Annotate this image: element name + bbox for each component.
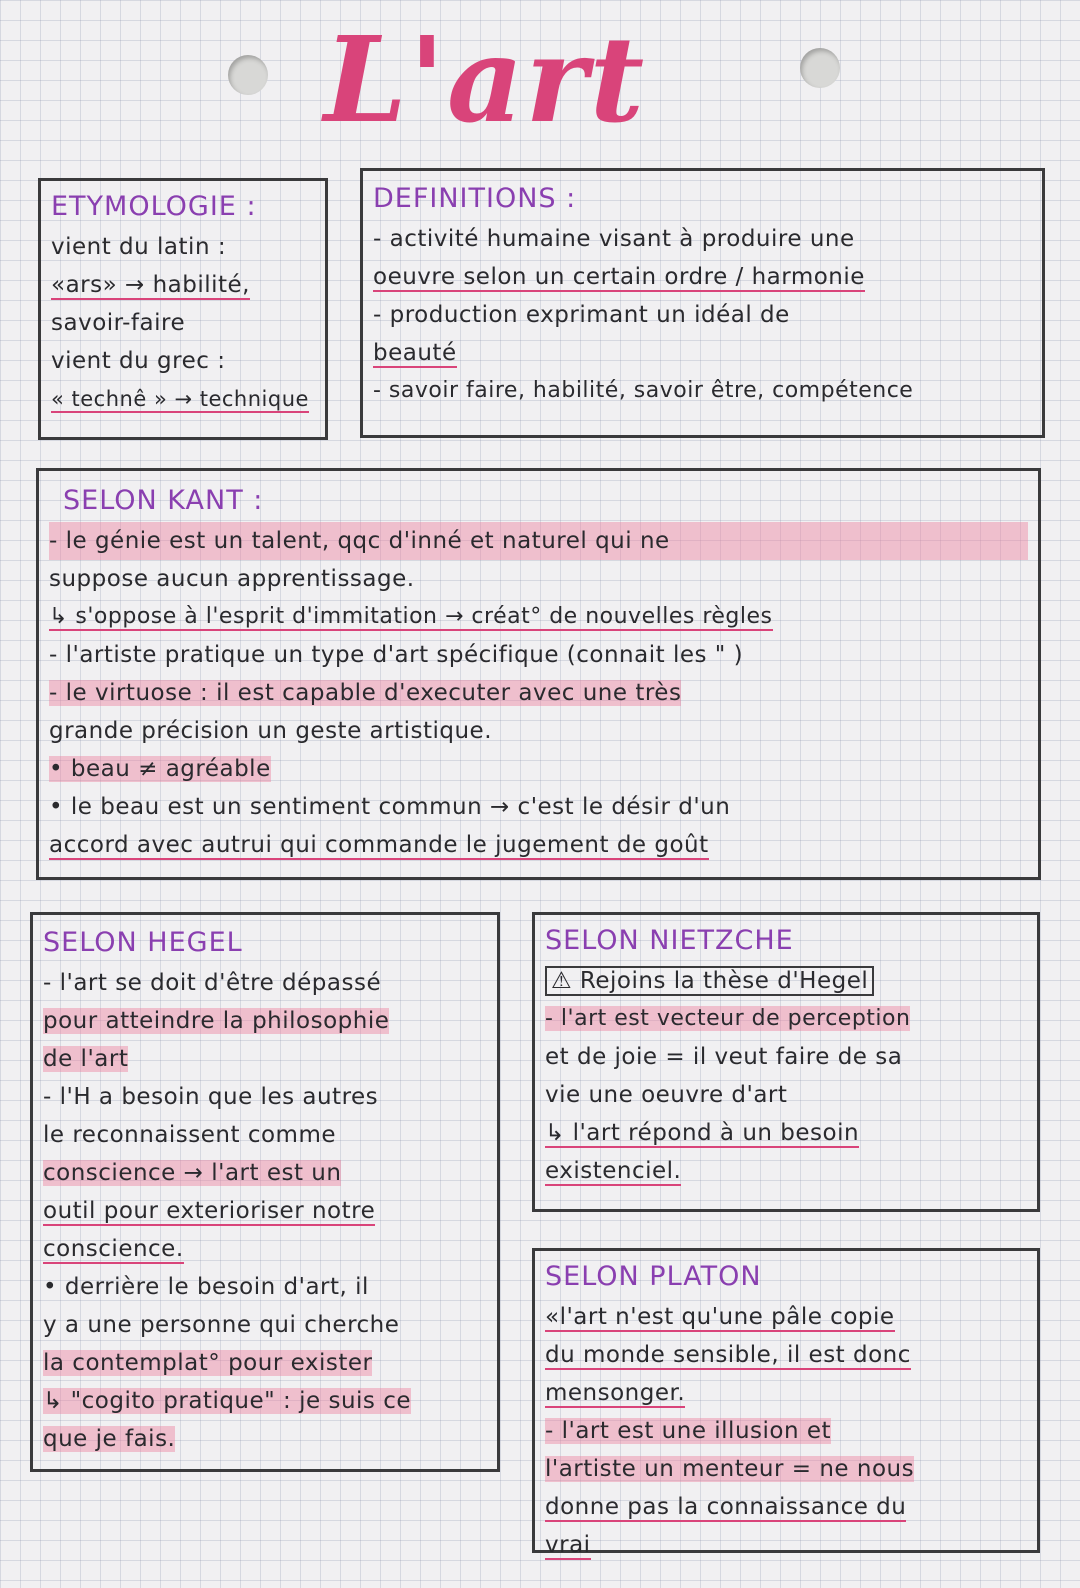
hegel-line: outil pour exterioriser notre [43, 1198, 376, 1224]
hegel-line: de l'art [43, 1046, 129, 1072]
platon-line: - l'art est une illusion et [545, 1418, 832, 1444]
etymologie-line: savoir-faire [51, 310, 186, 336]
etymologie-line: « technê » → technique [51, 387, 309, 411]
definitions-box [360, 168, 1045, 438]
nietzsche-line: - l'art est vecteur de perception [545, 1006, 911, 1031]
etymologie-line: vient du grec : [51, 348, 226, 374]
kant-box [36, 468, 1041, 880]
hegel-line: que je fais. [43, 1426, 176, 1452]
definitions-heading: DEFINITIONS : [373, 183, 577, 214]
binder-hole-left [228, 55, 268, 95]
etymologie-line: vient du latin : [51, 234, 227, 260]
kant-line: grande précision un geste artistique. [49, 718, 493, 744]
platon-line: l'artiste un menteur = ne nous [545, 1456, 915, 1482]
hegel-line: - l'H a besoin que les autres [43, 1084, 379, 1110]
hegel-line: • derrière le besoin d'art, il [43, 1274, 369, 1300]
kant-line: - l'artiste pratique un type d'art spécifique (connait les " ) [49, 642, 744, 668]
platon-line: vrai [545, 1532, 591, 1558]
binder-hole-right [800, 48, 840, 88]
hegel-line: le reconnaissent comme [43, 1122, 337, 1148]
definitions-line: - savoir faire, habilité, savoir être, compétence [373, 378, 914, 403]
definitions-line: oeuvre selon un certain ordre / harmonie [373, 264, 865, 290]
page-title: L'art [323, 10, 647, 149]
definitions-line: beauté [373, 340, 457, 366]
hegel-box [30, 912, 500, 1472]
hegel-line: pour atteindre la philosophie [43, 1008, 390, 1034]
definitions-line: - production exprimant un idéal de [373, 302, 790, 328]
hegel-line: - l'art se doit d'être dépassé [43, 970, 382, 996]
nietzsche-line: et de joie = il veut faire de sa [545, 1044, 903, 1070]
etymologie-line: «ars» → habilité, [51, 272, 250, 298]
hegel-line: ↳ "cogito pratique" : je suis ce [43, 1388, 411, 1414]
etymologie-box [38, 178, 328, 440]
platon-line: donne pas la connaissance du [545, 1494, 907, 1520]
definitions-line: - activité humaine visant à produire une [373, 226, 855, 252]
platon-box [532, 1248, 1040, 1558]
kant-line: ↳ s'oppose à l'esprit d'immitation → créat° de nouvelles règles [49, 604, 773, 629]
kant-line: • le beau est un sentiment commun → c'est le désir d'un [49, 794, 731, 820]
platon-heading: SELON PLATON [545, 1261, 762, 1292]
nietzsche-box [532, 912, 1040, 1212]
hegel-line: la contemplat° pour exister [43, 1350, 373, 1376]
nietzsche-line: ↳ l'art répond à un besoin [545, 1120, 860, 1146]
nietzsche-note: ⚠ Rejoins la thèse d'Hegel [545, 962, 1027, 1000]
kant-line: • beau ≠ agréable [49, 756, 271, 782]
kant-heading: SELON KANT : [63, 485, 264, 516]
hegel-line: conscience → l'art est un [43, 1160, 342, 1186]
platon-line: mensonger. [545, 1380, 686, 1406]
kant-line: - le virtuose : il est capable d'executer avec une très [49, 680, 682, 706]
hegel-line: y a une personne qui cherche [43, 1312, 400, 1338]
hegel-heading: SELON HEGEL [43, 927, 243, 958]
nietzsche-line: existenciel. [545, 1158, 682, 1184]
platon-line: «l'art n'est qu'une pâle copie [545, 1304, 895, 1330]
platon-line: du monde sensible, il est donc [545, 1342, 911, 1368]
hegel-line: conscience. [43, 1236, 184, 1262]
etymologie-heading: ETYMOLOGIE : [51, 191, 257, 222]
nietzsche-heading: SELON NIETZCHE [545, 925, 794, 956]
kant-line: - le génie est un talent, qqc d'inné et naturel qui ne [49, 522, 1028, 560]
kant-line: accord avec autrui qui commande le jugement de goût [49, 832, 709, 858]
kant-line: suppose aucun apprentissage. [49, 566, 415, 592]
nietzsche-line: vie une oeuvre d'art [545, 1082, 788, 1108]
